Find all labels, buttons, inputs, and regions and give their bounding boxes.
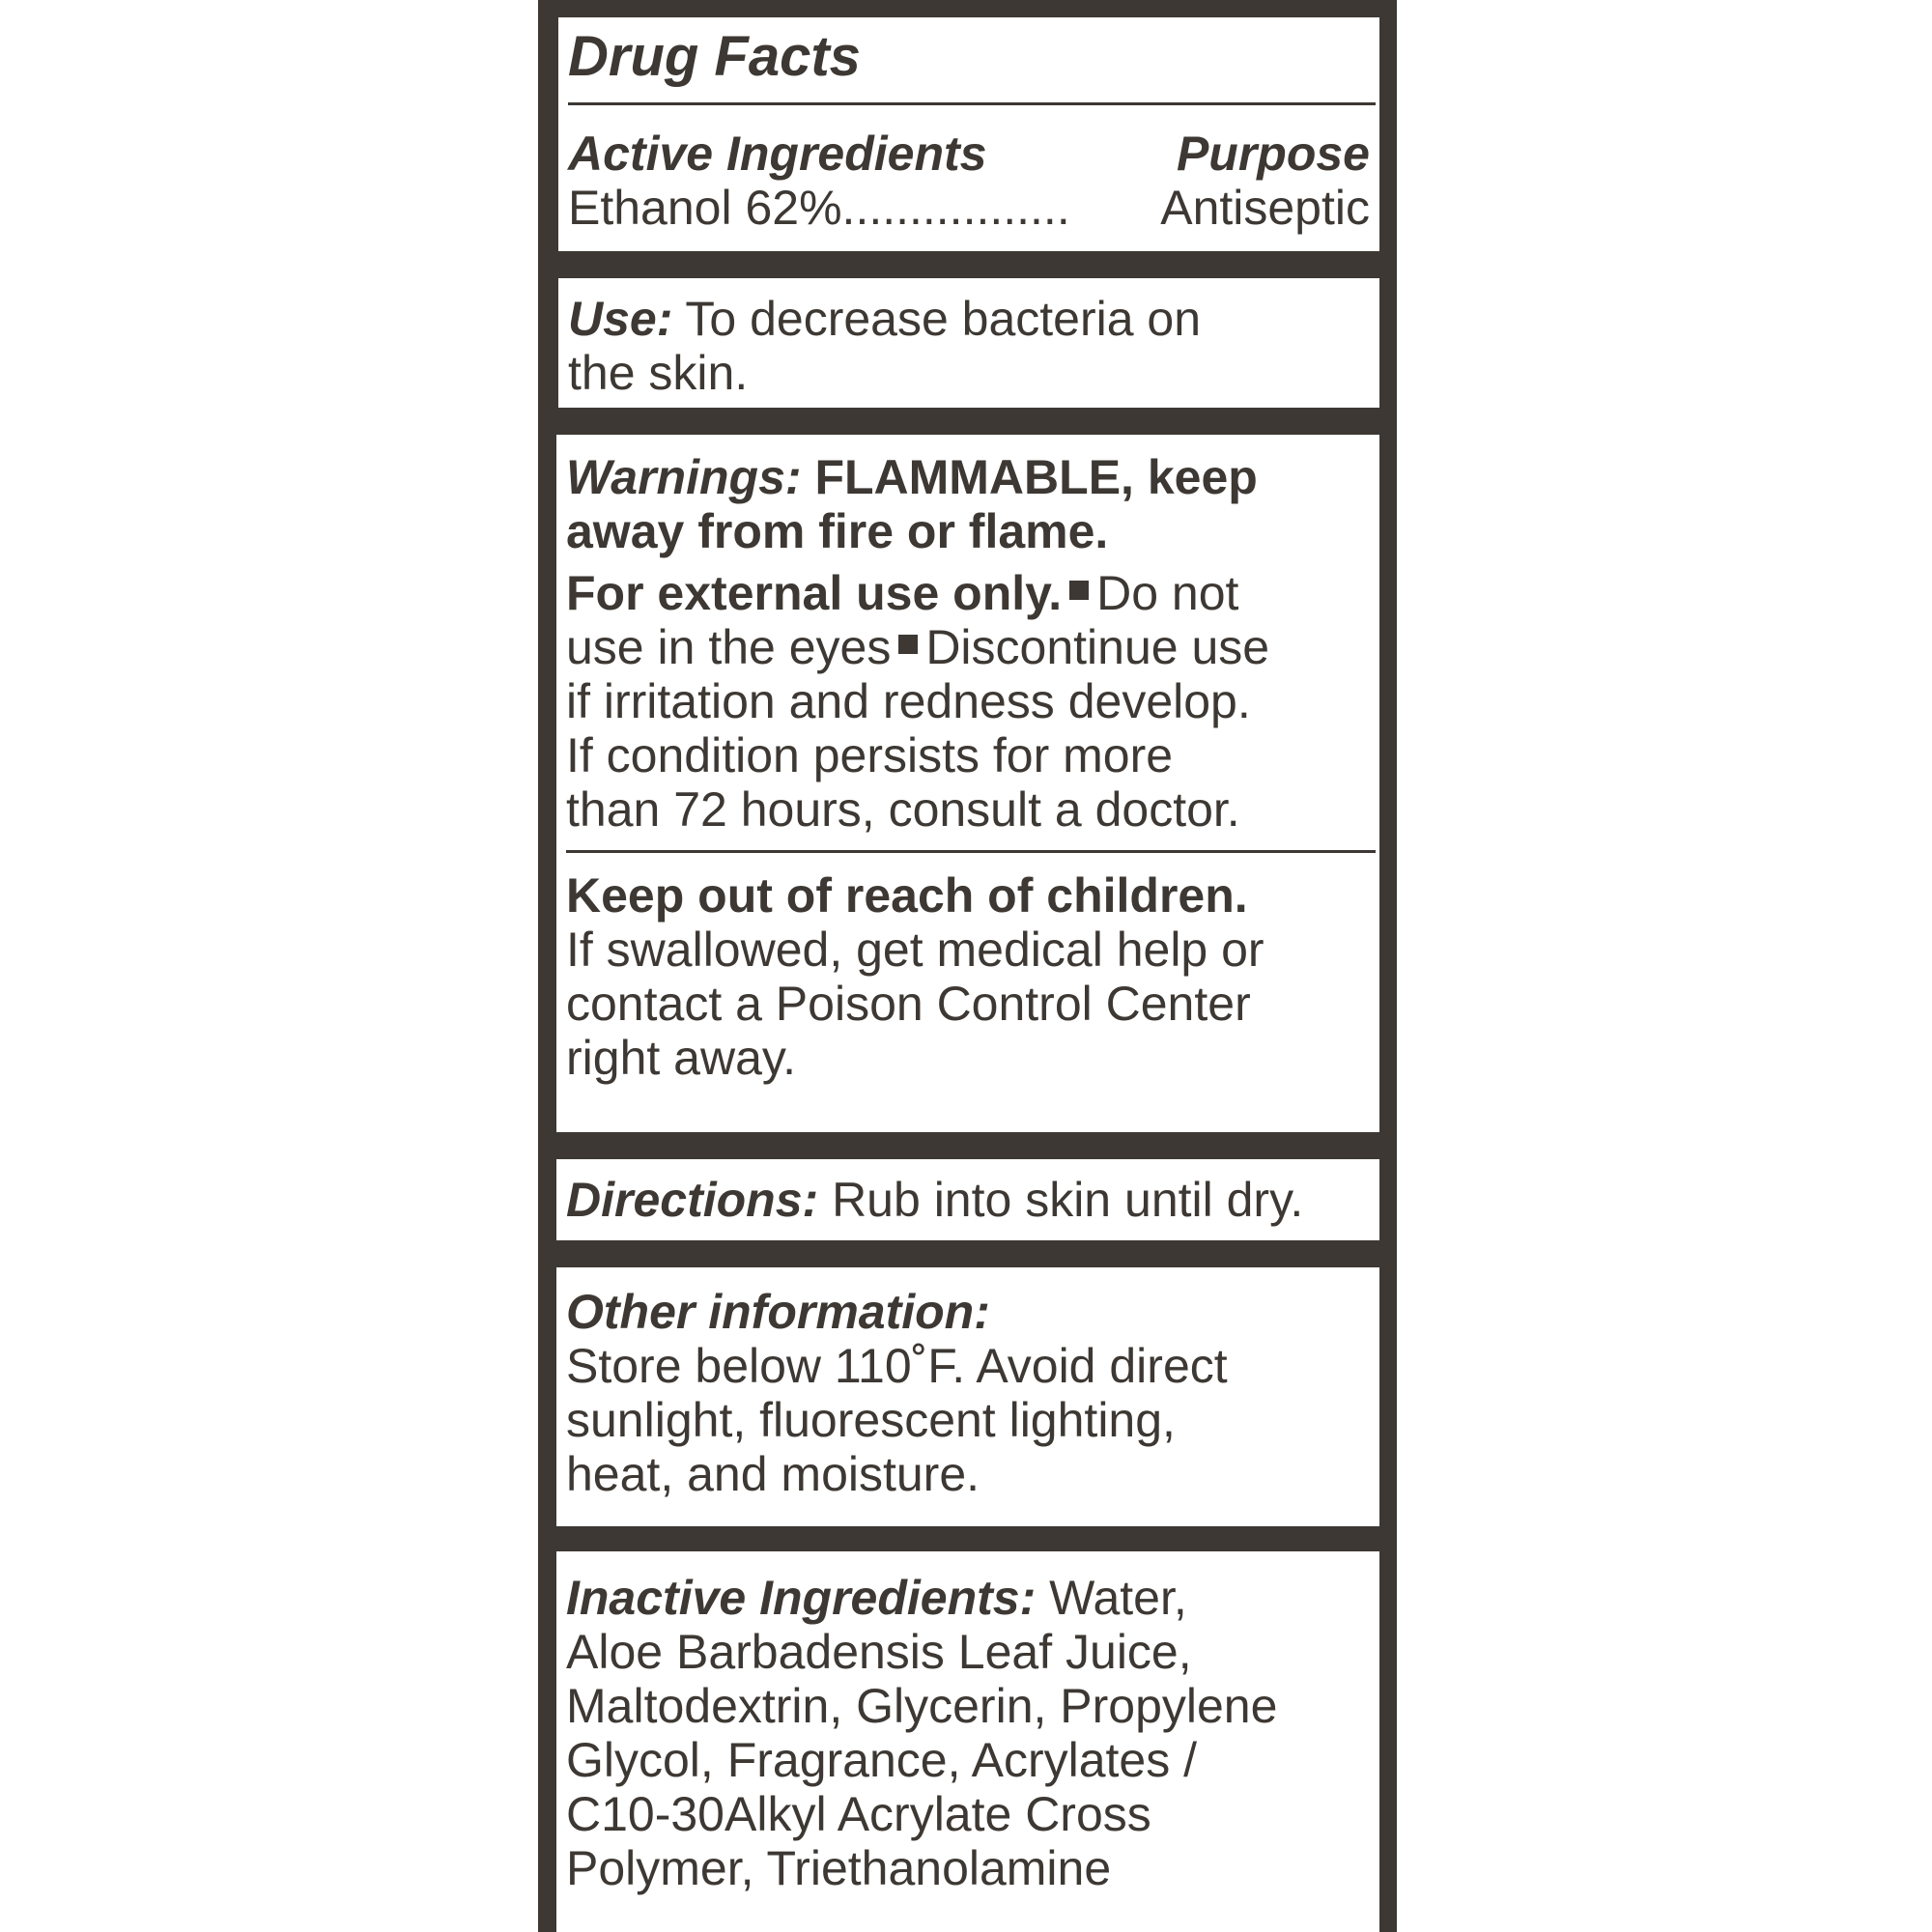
other-info-heading: Other information: <box>566 1285 990 1339</box>
warnings-divider <box>566 850 1376 853</box>
inactive-line-6: Polymer, Triethanolamine <box>566 1841 1112 1895</box>
directions-heading: Directions: <box>566 1173 819 1227</box>
active-ingredients-heading: Active Ingredients <box>568 127 987 181</box>
active-ingredients-header-row <box>568 127 1370 181</box>
other-info-box <box>556 1267 1379 1526</box>
title-divider <box>568 102 1376 105</box>
inactive-ingredients-box <box>556 1551 1379 1932</box>
active-ingredient-row <box>568 181 1370 235</box>
use-line-1 <box>568 292 1370 346</box>
warnings-bold-2: away from fire or flame. <box>566 504 1109 558</box>
active-ingredient-name: Ethanol 62% <box>568 181 842 235</box>
warning-item-2a: Discontinue use <box>925 620 1270 674</box>
warning-item-1a: Do not <box>1096 566 1239 620</box>
inactive-heading: Inactive Ingredients: <box>566 1571 1037 1625</box>
warning-item-1b: use in the eyes <box>566 620 892 674</box>
warnings-bold-1: FLAMMABLE, keep <box>814 450 1258 504</box>
warnings-line-1 <box>566 450 1370 504</box>
warnings-box <box>556 435 1379 1132</box>
use-heading: Use: <box>568 292 673 346</box>
warnings-heading: Warnings: <box>566 450 802 504</box>
keep-out-line-2: contact a Poison Control Center <box>566 977 1251 1031</box>
use-text-2: the skin. <box>568 346 749 400</box>
bullet-square-icon <box>1069 581 1089 600</box>
leader-dots: ................. <box>841 181 1070 235</box>
inactive-line-1 <box>566 1571 1370 1625</box>
active-ingredient-purpose: Antiseptic <box>1160 181 1370 235</box>
directions-text: Rub into skin until dry. <box>832 1173 1304 1227</box>
inactive-line-4: Glycol, Fragrance, Acrylates / <box>566 1733 1198 1787</box>
purpose-heading: Purpose <box>1176 127 1370 181</box>
inactive-text-1: Water, <box>1049 1571 1187 1625</box>
keep-out-line-3: right away. <box>566 1031 797 1085</box>
warning-line-condition: If condition persists for more <box>566 728 1174 782</box>
warnings-line-3 <box>566 566 1370 620</box>
inactive-line-2: Aloe Barbadensis Leaf Juice, <box>566 1625 1192 1679</box>
use-text-1: To decrease bacteria on <box>685 292 1202 346</box>
keep-out-heading: Keep out of reach of children. <box>566 868 1248 923</box>
warnings-line-4 <box>566 620 1370 674</box>
directions-box <box>556 1159 1379 1240</box>
keep-out-line-1: If swallowed, get medical help or <box>566 923 1264 977</box>
other-info-line-2: sunlight, fluorescent lighting, <box>566 1393 1176 1447</box>
other-info-line-3: heat, and moisture. <box>566 1447 980 1501</box>
drug-facts-header-box <box>558 17 1379 251</box>
external-use: For external use only. <box>566 566 1063 620</box>
drug-facts-title: Drug Facts <box>568 25 861 88</box>
use-box <box>558 278 1379 408</box>
warning-item-2b: if irritation and redness develop. <box>566 674 1251 728</box>
other-info-line-1: Store below 110˚F. Avoid direct <box>566 1339 1228 1393</box>
warning-line-doctor: than 72 hours, consult a doctor. <box>566 782 1240 837</box>
bullet-square-icon <box>898 635 918 654</box>
inactive-line-3: Maltodextrin, Glycerin, Propylene <box>566 1679 1278 1733</box>
inactive-line-5: C10-30Alkyl Acrylate Cross <box>566 1787 1151 1841</box>
